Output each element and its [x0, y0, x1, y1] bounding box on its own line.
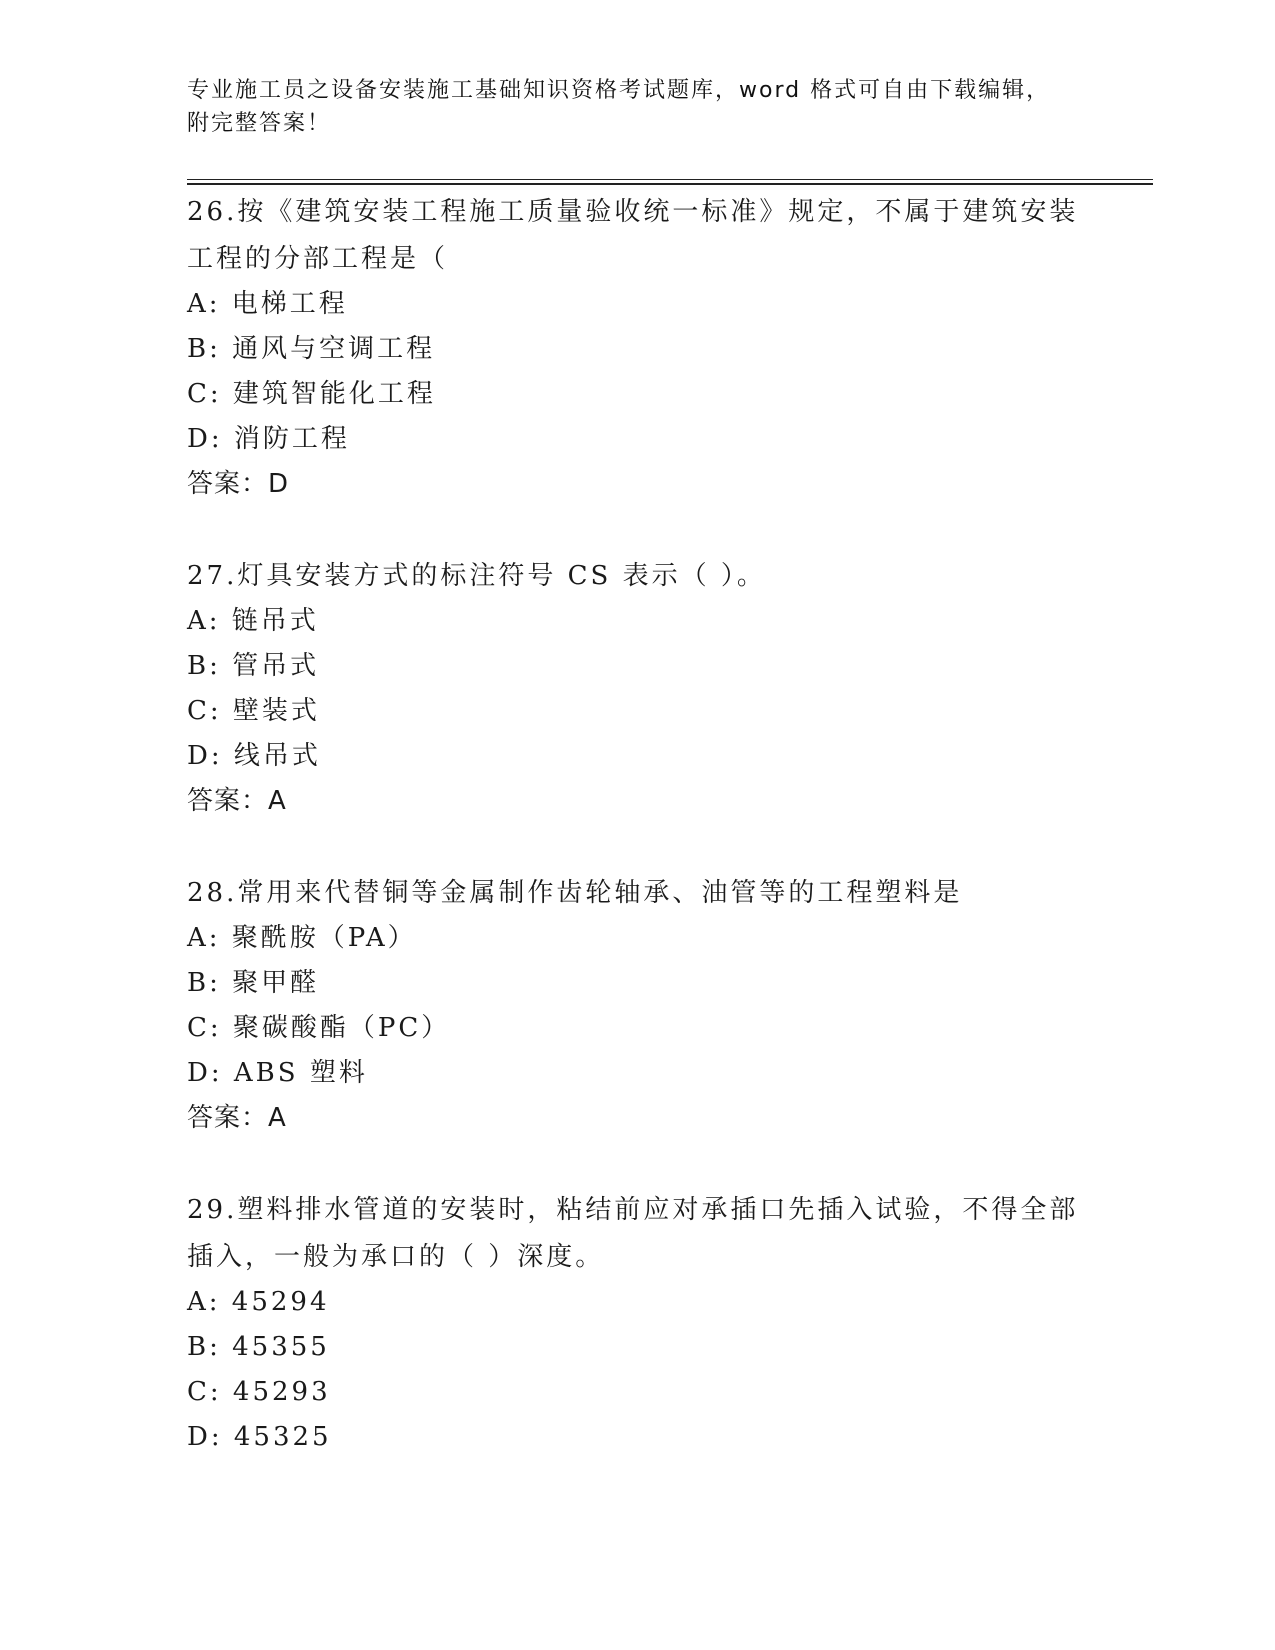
option-b: B: 聚甲醛: [187, 968, 320, 998]
question-spacer: [187, 824, 1087, 869]
question-spacer: [187, 1141, 1087, 1186]
option-c: C: 壁装式: [187, 696, 320, 726]
answer: 答案：A: [187, 1103, 287, 1133]
question-list: [187, 188, 1087, 1460]
question-29: [187, 1186, 1087, 1460]
option-d: D: ABS 塑料: [187, 1058, 368, 1088]
option-a: A: 链吊式: [187, 606, 319, 636]
question-stem: 27.灯具安装方式的标注符号 CS 表示（ ）。: [187, 561, 766, 591]
question-27: [187, 552, 1087, 824]
header-divider-thick: [187, 183, 1153, 185]
question-stem: 28.常用来代替铜等金属制作齿轮轴承、油管等的工程塑料是: [187, 878, 963, 908]
option-c: C: 45293: [187, 1377, 331, 1407]
option-b: B: 管吊式: [187, 651, 320, 681]
question-stem-continued: 插入，一般为承口的（ ）深度。: [187, 1242, 605, 1272]
question-stem: 26.按《建筑安装工程施工质量验收统一标准》规定，不属于建筑安装: [187, 197, 1079, 227]
option-b: B: 45355: [187, 1332, 330, 1362]
answer: 答案：A: [187, 786, 287, 816]
option-a: A: 聚酰胺（PA）: [187, 923, 417, 953]
option-b: B: 通风与空调工程: [187, 334, 436, 364]
header-line-1: 专业施工员之设备安装施工基础知识资格考试题库，word 格式可自由下载编辑，: [187, 78, 1051, 103]
option-d: D: 45325: [187, 1422, 332, 1452]
header-line-2: 附完整答案！: [187, 111, 332, 136]
option-a: A: 45294: [187, 1287, 330, 1317]
question-26: [187, 188, 1087, 507]
header-divider-thin: [187, 179, 1153, 180]
option-d: D: 线吊式: [187, 741, 321, 771]
option-a: A: 电梯工程: [187, 289, 348, 319]
question-28: [187, 869, 1087, 1141]
document-header: [187, 74, 1067, 140]
question-stem: 29.塑料排水管道的安装时，粘结前应对承插口先插入试验，不得全部: [187, 1195, 1079, 1225]
option-c: C: 建筑智能化工程: [187, 379, 436, 409]
question-spacer: [187, 507, 1087, 552]
question-stem-continued: 工程的分部工程是（: [187, 244, 449, 274]
option-d: D: 消防工程: [187, 424, 350, 454]
answer: 答案：D: [187, 469, 290, 499]
option-c: C: 聚碳酸酯（PC）: [187, 1013, 451, 1043]
